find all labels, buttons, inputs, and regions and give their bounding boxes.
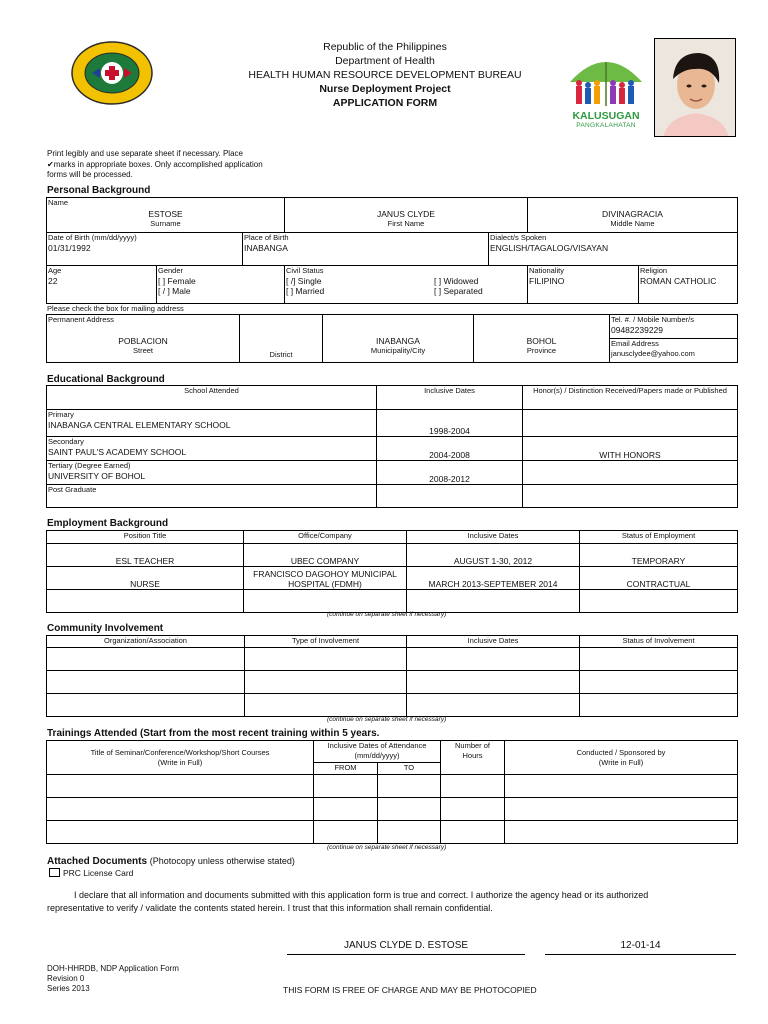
edu-header-honors: Honor(s) / Distinction Received/Papers made or Published [523, 386, 738, 410]
com-cell[interactable] [47, 671, 245, 694]
emp-header-position: Position Title [47, 531, 244, 544]
doh-seal [70, 40, 154, 106]
signature-line [287, 954, 525, 955]
edu-honors-value[interactable] [523, 410, 738, 437]
com-header-dates: Inclusive Dates [407, 636, 580, 648]
community-note: (continue on separate sheet if necessary) [327, 716, 447, 723]
edu-level-label: Tertiary (Degree Earned) [48, 461, 131, 470]
tr-header-to: TO [378, 763, 441, 775]
dialect-value[interactable]: ENGLISH/TAGALOG/VISAYAN [490, 243, 609, 253]
age-label: Age [48, 266, 62, 275]
dialect-cell [489, 233, 738, 266]
table-row [47, 590, 738, 613]
gender-male-checkbox[interactable]: [ / ] Male [158, 286, 191, 296]
city-label: Municipality/City [370, 346, 426, 355]
edu-school-value[interactable]: UNIVERSITY OF BOHOL [48, 471, 146, 481]
instructions-line: Print legibly and use separate sheet if necessary. Place [47, 149, 243, 158]
com-header-status: Status of Involvement [580, 636, 738, 648]
table-row [47, 775, 738, 798]
civil-widowed-checkbox[interactable]: [ ] Widowed [434, 276, 479, 286]
emp-dates-value[interactable]: MARCH 2013-SEPTEMBER 2014 [407, 567, 580, 590]
tr-cell[interactable] [314, 798, 378, 821]
gender-cell [157, 266, 285, 304]
surname-cell [47, 198, 285, 233]
religion-value[interactable]: ROMAN CATHOLIC [640, 276, 717, 286]
emp-position-value[interactable]: NURSE [47, 567, 244, 590]
surname-label: Surname [150, 219, 181, 228]
education-title: Educational Background [47, 374, 165, 385]
tr-cell[interactable] [378, 798, 441, 821]
personal-background-title: Personal Background [47, 185, 151, 196]
prc-license-checkbox[interactable] [49, 868, 60, 877]
street-cell [47, 315, 240, 363]
footer-revision: Revision 0 [47, 974, 85, 983]
edu-honors-value[interactable] [523, 461, 738, 485]
contact-cell [610, 315, 738, 363]
tr-header-conducted-sub: (Write in Full) [598, 757, 644, 767]
signature-name[interactable]: JANUS CLYDE D. ESTOSE [343, 940, 469, 951]
emp-status-value[interactable]: CONTRACTUAL [580, 567, 738, 590]
first-name-label: First Name [387, 219, 425, 228]
address-table [46, 314, 738, 363]
tr-header-from: FROM [314, 763, 378, 775]
tr-header-dates [314, 741, 441, 763]
middle-name-value[interactable]: DIVINAGRACIA [602, 209, 663, 219]
com-cell[interactable] [580, 671, 738, 694]
table-row [47, 694, 738, 717]
tr-header-hours [441, 741, 505, 775]
edu-level-label: Post Graduate [48, 485, 97, 494]
tr-cell[interactable] [47, 798, 314, 821]
nationality-label: Nationality [529, 266, 565, 275]
applicant-photo [654, 38, 736, 137]
declaration-line: I declare that all information and documents submitted with this application form is true and correct. I authorize the agency head or its authorized [74, 890, 649, 900]
province-cell [474, 315, 610, 363]
pob-cell [243, 233, 489, 266]
pob-value[interactable]: INABANGA [244, 243, 288, 253]
middle-name-cell [528, 198, 738, 233]
emp-header-dates: Inclusive Dates [407, 531, 580, 544]
header-project: Nurse Deployment Project [319, 83, 451, 95]
edu-school-value[interactable]: SAINT PAUL'S ACADEMY SCHOOL [48, 447, 187, 457]
table-row [47, 648, 738, 671]
com-cell[interactable] [245, 671, 407, 694]
civil-separated-checkbox[interactable]: [ ] Separated [434, 286, 483, 296]
footer-series: Series 2013 [47, 984, 90, 993]
birth-table [46, 232, 738, 266]
attached-docs-subtitle: (Photocopy unless otherwise stated) [149, 856, 295, 866]
email-label: Email Address [611, 339, 659, 348]
province-value[interactable]: BOHOL [526, 336, 557, 346]
civil-single-checkbox[interactable]: [ /] Single [286, 276, 322, 286]
status-table [46, 265, 738, 304]
emp-dates-value[interactable] [407, 590, 580, 613]
tr-cell[interactable] [441, 798, 505, 821]
attached-docs-title: Attached Documents [47, 856, 148, 867]
com-cell[interactable] [580, 648, 738, 671]
email-value[interactable]: janusclydee@yahoo.com [611, 349, 695, 358]
logo-subtext: PANGKALAHATAN [576, 122, 636, 129]
first-name-cell [285, 198, 528, 233]
dob-label: Date of Birth (mm/dd/yyyy) [48, 233, 137, 242]
employment-title: Employment Background [47, 518, 169, 529]
emp-header-status: Status of Employment [580, 531, 738, 544]
table-row [47, 461, 738, 485]
permanent-address-label: Permanent Address [48, 315, 114, 324]
logo-text: KALUSUGAN [572, 110, 640, 122]
trainings-title: Trainings Attended (Start from the most recent training within 5 years. [47, 728, 380, 739]
header-form-title: APPLICATION FORM [332, 97, 438, 109]
community-table [46, 635, 738, 717]
instructions-line: forms will be processed. [47, 170, 133, 179]
com-cell[interactable] [245, 694, 407, 717]
tr-cell[interactable] [505, 798, 738, 821]
gender-female-checkbox[interactable]: [ ] Female [158, 276, 196, 286]
com-cell[interactable] [47, 694, 245, 717]
table-row [47, 485, 738, 508]
declaration [47, 889, 737, 915]
tr-header-conducted-text: Conducted / Sponsored by [576, 747, 666, 757]
first-name-value[interactable]: JANUS CLYDE [377, 209, 435, 219]
com-cell[interactable] [580, 694, 738, 717]
community-title: Community Involvement [47, 623, 164, 634]
emp-position-value[interactable]: ESL TEACHER [47, 544, 244, 567]
tr-cell[interactable] [378, 821, 441, 844]
edu-school-cell [47, 485, 377, 508]
dob-value[interactable]: 01/31/1992 [48, 243, 91, 253]
middle-name-label: Middle Name [610, 219, 655, 228]
street-label: Street [132, 346, 153, 355]
emp-position-value[interactable] [47, 590, 244, 613]
mailing-note: Please check the box for mailing address [47, 304, 184, 313]
table-row [47, 410, 738, 437]
city-value[interactable]: INABANGA [376, 336, 420, 346]
tr-header-dates-sub: (mm/dd/yyyy) [354, 751, 400, 760]
table-row [47, 544, 738, 567]
tr-header-hours-sub: Hours [462, 751, 483, 760]
edu-school-cell [47, 461, 377, 485]
tr-cell[interactable] [441, 821, 505, 844]
com-cell[interactable] [245, 648, 407, 671]
edu-dates-value[interactable]: 1998-2004 [377, 410, 523, 437]
employment-note: (continue on separate sheet if necessary) [327, 611, 447, 618]
gender-label: Gender [158, 266, 184, 275]
emp-office-value[interactable]: FRANCISCO DAGOHOY MUNICIPAL HOSPITAL (FDMH) [244, 567, 407, 590]
tr-cell[interactable] [505, 775, 738, 798]
form-header [200, 40, 570, 110]
edu-school-value[interactable]: INABANGA CENTRAL ELEMENTARY SCHOOL [48, 420, 231, 430]
com-cell[interactable] [407, 648, 580, 671]
tr-cell[interactable] [314, 775, 378, 798]
attached-docs-heading [47, 856, 295, 867]
edu-school-cell [47, 410, 377, 437]
edu-level-label: Primary [48, 410, 74, 419]
district-cell [240, 315, 323, 363]
footer-form-code: DOH-HHRDB, NDP Application Form [47, 964, 179, 973]
emp-status-value[interactable]: TEMPORARY [580, 544, 738, 567]
civil-married-checkbox[interactable]: [ ] Married [286, 286, 325, 296]
dialect-label: Dialect/s Spoken [490, 233, 547, 242]
table-row [47, 671, 738, 694]
header-bureau: HEALTH HUMAN RESOURCE DEVELOPMENT BUREAU [248, 69, 522, 81]
table-row [47, 567, 738, 590]
edu-school-cell [47, 437, 377, 461]
tr-header-title-text: Title of Seminar/Conference/Workshop/Short Courses [90, 747, 270, 757]
edu-header-school: School Attended [47, 386, 377, 410]
instructions-line: ✔marks in appropriate boxes. Only accomplished application [47, 159, 263, 169]
nationality-cell [528, 266, 639, 304]
age-value[interactable]: 22 [48, 276, 58, 286]
name-label: Name [48, 198, 69, 207]
table-row [47, 437, 738, 461]
edu-dates-value[interactable] [377, 485, 523, 508]
emp-office-value[interactable] [244, 590, 407, 613]
emp-status-value[interactable] [580, 590, 738, 613]
edu-honors-value[interactable] [523, 485, 738, 508]
emp-header-office: Office/Company [244, 531, 407, 544]
footer-info [47, 964, 179, 994]
tr-header-dates-text: Inclusive Dates of Attendance [327, 741, 427, 750]
header-republic: Republic of the Philippines [323, 41, 447, 53]
employment-table [46, 530, 738, 613]
street-value[interactable]: POBLACION [118, 336, 168, 346]
religion-cell [639, 266, 738, 304]
prc-license-label: PRC License Card [63, 868, 134, 878]
header-department: Department of Health [335, 55, 435, 67]
religion-label: Religion [640, 266, 668, 275]
emp-dates-value[interactable]: AUGUST 1-30, 2012 [407, 544, 580, 567]
emp-office-value[interactable]: UBEC COMPANY [244, 544, 407, 567]
province-label: Province [526, 346, 557, 355]
com-header-type: Type of Involvement [245, 636, 407, 648]
age-cell [47, 266, 157, 304]
tr-cell[interactable] [441, 775, 505, 798]
edu-header-dates: Inclusive Dates [377, 386, 523, 410]
dob-cell [47, 233, 243, 266]
edu-dates-value[interactable]: 2008-2012 [377, 461, 523, 485]
tr-header-title-sub: (Write in Full) [157, 757, 203, 767]
education-table [46, 385, 738, 508]
surname-value[interactable]: ESTOSE [148, 209, 183, 219]
footer-free-notice: THIS FORM IS FREE OF CHARGE AND MAY BE PHOTOCOPIED [283, 985, 537, 995]
date-line [545, 954, 736, 955]
name-table [46, 197, 738, 233]
tr-cell[interactable] [47, 775, 314, 798]
signature-date[interactable]: 12-01-14 [620, 940, 661, 951]
kalusugan-logo [566, 52, 646, 136]
com-cell[interactable] [47, 648, 245, 671]
tr-header-conducted [505, 741, 738, 775]
declaration-line: representative to verify / validate the contents stated herein. I trust that this information shall remain confidential. [47, 903, 493, 913]
tr-cell[interactable] [314, 821, 378, 844]
com-cell[interactable] [407, 671, 580, 694]
com-cell[interactable] [407, 694, 580, 717]
edu-level-label: Secondary [48, 437, 84, 446]
city-cell [323, 315, 474, 363]
nationality-value[interactable]: FILIPINO [529, 276, 565, 286]
table-row [47, 821, 738, 844]
civil-status-label: Civil Status [286, 266, 324, 275]
tel-label: Tel. #. / Mobile Number/s [611, 315, 694, 324]
tr-cell[interactable] [505, 821, 738, 844]
edu-dates-value[interactable]: 2004-2008 [377, 437, 523, 461]
instructions [47, 149, 263, 181]
tr-header-title [47, 741, 314, 775]
com-header-org: Organization/Association [47, 636, 245, 648]
trainings-note: (continue on separate sheet if necessary) [327, 844, 447, 851]
tel-value[interactable]: 09482239229 [611, 325, 664, 335]
tr-cell[interactable] [378, 775, 441, 798]
tr-header-hours-text: Number of [454, 741, 490, 750]
edu-honors-value[interactable]: WITH HONORS [523, 437, 738, 461]
trainings-table [46, 740, 738, 844]
tr-cell[interactable] [47, 821, 314, 844]
civil-status-cell [285, 266, 528, 304]
table-row [47, 798, 738, 821]
district-label: District [269, 350, 293, 359]
pob-label: Place of Birth [244, 233, 289, 242]
